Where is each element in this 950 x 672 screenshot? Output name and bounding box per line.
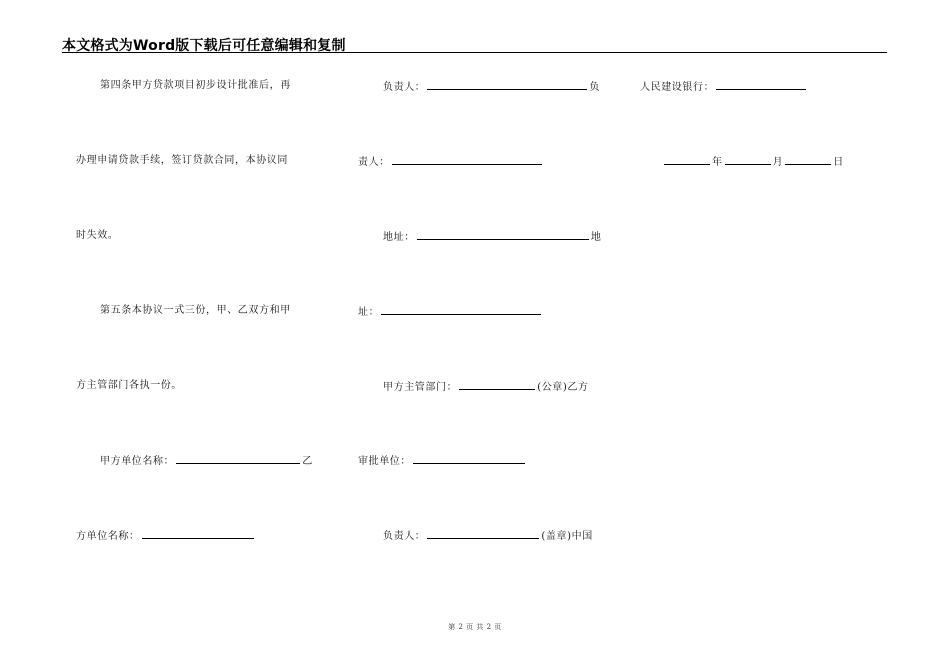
responsible-person-row-3 <box>383 529 593 543</box>
responsible-person-row-1 <box>383 80 600 94</box>
responsible-person-blank-2 <box>392 155 542 165</box>
responsible-person-tail: 负 <box>589 82 601 93</box>
responsible-person-row-2 <box>358 155 544 169</box>
clause-four-line-1: 第四条甲方贷款项目初步设计批准后，再 <box>100 80 291 91</box>
party-a-name-label: 甲方单位名称： <box>100 456 175 467</box>
supervisor-dept-row <box>383 380 589 394</box>
clause-five-line-1: 第五条本协议一式三份，甲、乙双方和甲 <box>100 305 291 316</box>
construction-bank-label: 人民建设银行： <box>640 82 715 93</box>
supervisor-dept-blank <box>459 380 535 390</box>
approval-unit-row <box>358 454 527 468</box>
clause-four-line-2: 办理申请贷款手续，签订贷款合同，本协议同 <box>76 155 288 166</box>
date-year-blank <box>664 155 710 165</box>
address-blank-2 <box>381 305 541 315</box>
party-a-name-blank <box>176 454 300 464</box>
address-label-2: 址： <box>358 307 380 318</box>
party-a-name-tail: 乙 <box>302 456 313 467</box>
party-a-name-row <box>100 454 313 468</box>
document-header-title: 本文格式为Word版下载后可任意编辑和复制 <box>62 38 346 54</box>
clause-five-line-2: 方主管部门各执一份。 <box>76 380 182 391</box>
date-month-label: 月 <box>772 157 784 168</box>
responsible-person-blank <box>427 80 587 90</box>
address-tail: 地 <box>590 232 602 243</box>
page-number: 第 2 页 共 2 页 <box>448 623 502 631</box>
address-row-1 <box>383 230 601 244</box>
supervisor-dept-label: 甲方主管部门： <box>383 382 458 393</box>
responsible-person-label-3: 负责人： <box>383 531 426 542</box>
date-year-label: 年 <box>712 157 723 168</box>
address-row-2 <box>358 305 543 319</box>
responsible-person-blank-3 <box>427 529 539 539</box>
party-b-name-blank <box>142 529 254 539</box>
responsible-person-label-2: 责人： <box>358 157 390 168</box>
date-row <box>662 155 844 169</box>
party-b-name-label: 方单位名称： <box>76 531 140 542</box>
clause-four-line-3: 时失效。 <box>76 230 119 241</box>
address-label: 地址： <box>383 232 415 243</box>
construction-bank-blank <box>716 80 806 90</box>
address-blank <box>417 230 589 240</box>
party-b-name-row <box>76 529 256 543</box>
responsible-person-label: 负责人： <box>383 82 426 93</box>
construction-bank-row <box>640 80 808 94</box>
approval-unit-blank <box>413 454 525 464</box>
responsible-person-tail-3: (盖章)中国 <box>541 531 593 542</box>
date-day-blank <box>785 155 831 165</box>
approval-unit-label: 审批单位： <box>358 456 411 467</box>
date-day-label: 日 <box>833 157 844 168</box>
date-month-blank <box>725 155 771 165</box>
supervisor-dept-tail: (公章)乙方 <box>537 382 589 393</box>
header-divider <box>62 52 887 53</box>
